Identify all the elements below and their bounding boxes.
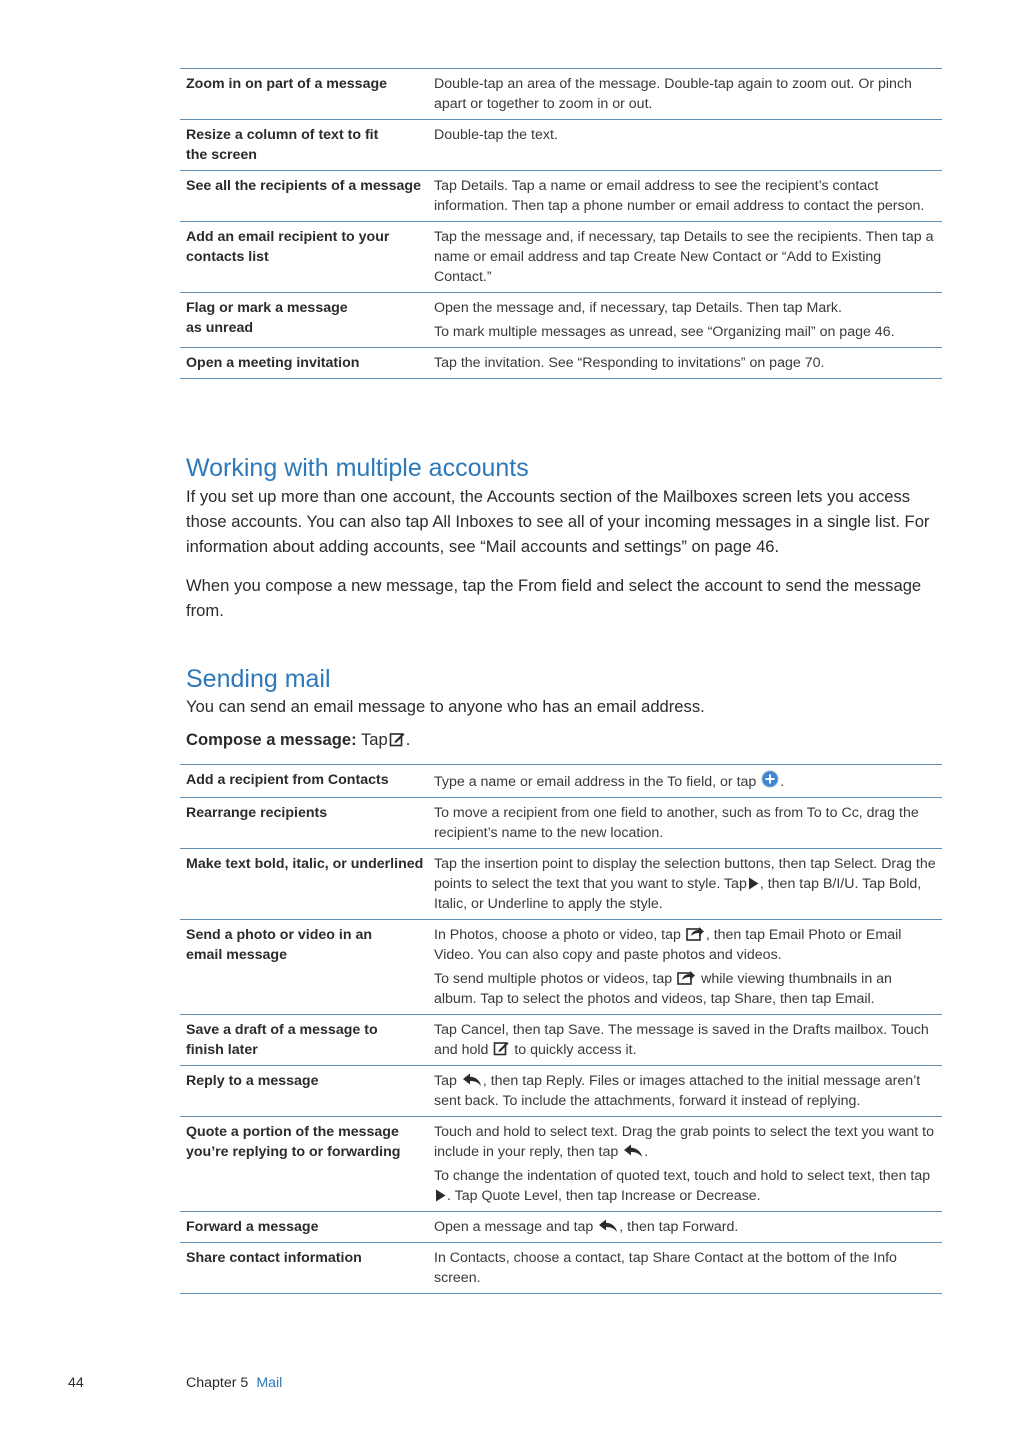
- desc-fragment: Tap: [434, 1073, 457, 1089]
- task-cell: Reply to a message: [186, 1073, 319, 1089]
- desc-cell: [434, 227, 942, 287]
- table-row: [180, 919, 942, 1014]
- add-contact-icon: [761, 770, 779, 788]
- table-row: [180, 221, 942, 292]
- desc-text: [434, 1071, 936, 1111]
- desc-text: [434, 1217, 936, 1237]
- share-icon: [677, 969, 696, 985]
- right-arrow-icon: [748, 877, 759, 890]
- table-message-actions: [180, 68, 942, 379]
- task-cell: Quote a portion of the message you’re replying to or forwarding: [186, 1124, 401, 1160]
- share-icon: [686, 925, 705, 941]
- table-row: [180, 170, 942, 221]
- desc-fragment: , then tap Email Photo or Email Video. You can also copy and paste photos and videos.: [434, 927, 902, 963]
- task-cell: Rearrange recipients: [186, 805, 328, 821]
- table-row: [180, 119, 942, 170]
- task-cell: Flag or mark a message as unread: [186, 300, 348, 336]
- desc-text: Tap Details. Tap a name or email address to see the recipient’s contact information. Then tap a phone number or email address to contact the person.: [434, 178, 925, 214]
- desc-cell: [434, 74, 942, 114]
- task-cell: Send a photo or video in an email message: [186, 927, 373, 963]
- reply-arrow-icon: [462, 1073, 482, 1087]
- desc-text: [434, 969, 936, 1009]
- task-cell: Open a meeting invitation: [186, 355, 360, 371]
- table-row: [180, 1014, 942, 1065]
- chapter-number: Chapter 5: [186, 1375, 249, 1391]
- desc-text: Double-tap the text.: [434, 127, 558, 143]
- desc-text: In Contacts, choose a contact, tap Share Contact at the bottom of the Info screen.: [434, 1250, 897, 1286]
- right-arrow-icon: [435, 1189, 446, 1202]
- table-row: [180, 1242, 942, 1294]
- desc-text: [434, 1122, 936, 1162]
- desc-fragment: Type a name or email address in the To field, or tap: [434, 774, 757, 790]
- desc-cell: [434, 353, 942, 373]
- table-row: [180, 292, 942, 347]
- table-row: [180, 848, 942, 919]
- task-cell: See all the recipients of a message: [186, 178, 421, 194]
- compose-text: Tap: [360, 730, 388, 749]
- desc-fragment: while viewing thumbnails in an album. Tap to select the photos and videos, tap Share, then tap Email.: [434, 971, 892, 1007]
- table-row: [180, 347, 942, 379]
- desc-cell: [434, 1071, 942, 1111]
- compose-icon: [389, 731, 405, 747]
- desc-fragment: , then tap B/I/U. Tap Bold, Italic, or Underline to apply the style.: [434, 876, 922, 912]
- task-cell: Add an email recipient to your contacts list: [186, 229, 390, 265]
- desc-cell: [434, 803, 942, 843]
- chapter-footer: [186, 1373, 282, 1393]
- desc-cell: [434, 298, 942, 342]
- page-number: 44: [68, 1375, 84, 1391]
- desc-text: To move a recipient from one field to another, such as from To to Cc, drag the recipient’s name to the new location.: [434, 805, 919, 841]
- desc-cell: [434, 176, 942, 216]
- table-row: [180, 1116, 942, 1211]
- desc-fragment: To send multiple photos or videos, tap: [434, 971, 673, 987]
- desc-text: [434, 770, 936, 792]
- task-cell: Share contact information: [186, 1250, 362, 1266]
- task-cell: Save a draft of a message to finish later: [186, 1022, 378, 1058]
- desc-cell: [434, 1217, 942, 1237]
- desc-text: [434, 1166, 936, 1206]
- task-cell: Zoom in on part of a message: [186, 76, 388, 92]
- desc-text: Open the message and, if necessary, tap Details. Then tap Mark.: [434, 300, 842, 316]
- compose-icon: [493, 1040, 509, 1056]
- compose-label: Compose a message:: [186, 730, 357, 749]
- desc-fragment: .: [644, 1144, 649, 1160]
- compose-period: .: [405, 730, 411, 749]
- chapter-name: Mail: [256, 1375, 283, 1391]
- desc-cell: [434, 770, 942, 792]
- compose-instruction: [186, 727, 410, 752]
- desc-text: [434, 854, 936, 914]
- body-paragraph: When you compose a new message, tap the From field and select the account to send the message from.: [186, 576, 922, 620]
- desc-text: [434, 1020, 936, 1060]
- desc-fragment: In Photos, choose a photo or video, tap: [434, 927, 681, 943]
- desc-cell: [434, 854, 942, 914]
- desc-fragment: Open a message and tap: [434, 1219, 594, 1235]
- desc-text: [434, 925, 936, 965]
- body-paragraph: If you set up more than one account, the Accounts section of the Mailboxes screen lets you access those accounts. You can also tap All Inboxes to see all of your incoming messages in a single list. For information about adding accounts, see “Mail accounts and settings” on page 46.: [186, 487, 930, 556]
- task-cell: Resize a column of text to fit the screen: [186, 127, 379, 163]
- desc-cell: [434, 1020, 942, 1060]
- desc-cell: [434, 1122, 942, 1206]
- desc-fragment: , then tap Forward.: [619, 1219, 739, 1235]
- task-cell: Add a recipient from Contacts: [186, 772, 389, 788]
- section-heading-sending-mail: Sending mail: [186, 665, 331, 693]
- desc-text: Double-tap an area of the message. Double-tap again to zoom out. Or pinch apart or together to zoom in or out.: [434, 76, 912, 112]
- table-row: [180, 68, 942, 119]
- section-heading-multiple-accounts: Working with multiple accounts: [186, 454, 529, 482]
- desc-text: To mark multiple messages as unread, see “Organizing mail” on page 46.: [434, 324, 895, 340]
- desc-fragment: Tap the insertion point to display the selection buttons, then tap Select. Drag the points to select the text that you want to style. Tap: [434, 856, 936, 892]
- desc-cell: [434, 925, 942, 1009]
- desc-text: Tap the invitation. See “Responding to invitations” on page 70.: [434, 355, 825, 371]
- table-row: [180, 1065, 942, 1116]
- desc-fragment: Tap Cancel, then tap Save. The message is saved in the Drafts mailbox. Touch and hold: [434, 1022, 929, 1058]
- desc-fragment: . Tap Quote Level, then tap Increase or Decrease.: [447, 1188, 761, 1204]
- desc-fragment: , then tap Reply. Files or images attached to the initial message aren’t sent back. To include the attachments, forward it instead of replying.: [434, 1073, 921, 1109]
- desc-text: Tap the message and, if necessary, tap Details to see the recipients. Then tap a name or email address and tap Create New Contact or “Add to Existing Contact.”: [434, 229, 934, 285]
- desc-fragment: to quickly access it.: [510, 1042, 637, 1058]
- desc-fragment: To change the indentation of quoted text, touch and hold to select text, then tap: [434, 1168, 931, 1184]
- desc-fragment: Touch and hold to select text. Drag the grab points to select the text you want to include in your reply, then tap: [434, 1124, 935, 1160]
- desc-fragment: .: [780, 774, 785, 790]
- table-row: [180, 764, 942, 797]
- task-cell: Make text bold, italic, or underlined: [186, 856, 424, 872]
- desc-cell: [434, 1248, 942, 1288]
- table-row: [180, 1211, 942, 1242]
- task-cell: Forward a message: [186, 1219, 319, 1235]
- reply-arrow-icon: [598, 1219, 618, 1233]
- body-paragraph: You can send an email message to anyone who has an email address.: [186, 697, 705, 716]
- table-row: [180, 797, 942, 848]
- desc-cell: [434, 125, 942, 165]
- table-sending-actions: [180, 764, 942, 1294]
- reply-arrow-icon: [623, 1144, 643, 1158]
